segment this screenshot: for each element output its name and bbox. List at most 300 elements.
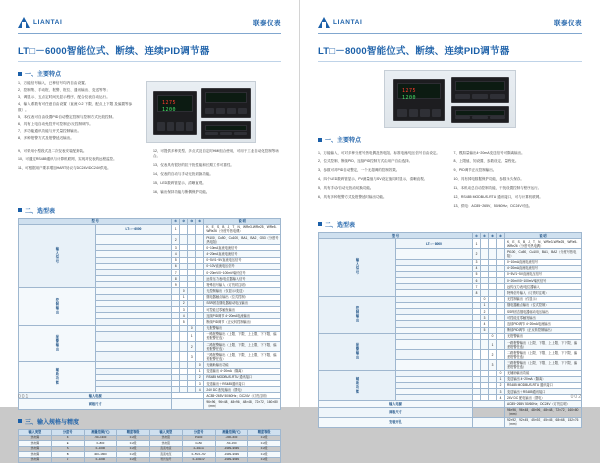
col-header-c3: ③ bbox=[489, 232, 497, 238]
desc-cell: 4~20mA直流电流信号 bbox=[505, 265, 582, 271]
cell: 0~800 bbox=[84, 441, 117, 446]
code-cell: 6 bbox=[473, 278, 481, 284]
device-key bbox=[234, 132, 247, 135]
desc-cell: 一路报警输出（上限、下限、上上限、下下限、偏差报警任选） bbox=[204, 331, 281, 341]
code-cell: 3 bbox=[196, 380, 204, 386]
desc-cell: 三路报警输出（上限、下限、上上限、下下限、偏差报警任选） bbox=[505, 360, 582, 370]
group-label-aux: 辅助功能 bbox=[319, 370, 396, 401]
bullet-square-icon bbox=[318, 138, 322, 142]
desc-cell: 三路报警输出（上限、下限、上上限、下下限、偏差报警任选） bbox=[204, 352, 281, 362]
cell: 4~20mA bbox=[182, 446, 215, 451]
selection-table-left bbox=[18, 218, 281, 410]
device-screen bbox=[397, 83, 441, 99]
desc-cell: 远传压力表/电位器输入 bbox=[505, 284, 582, 290]
device-unit-medium bbox=[201, 88, 251, 118]
group-label-aux: 辅助功能 bbox=[19, 362, 96, 393]
model-code-cell bbox=[95, 234, 172, 244]
code-cell: 4 bbox=[172, 251, 180, 257]
group-label-control: 控制输出 bbox=[19, 288, 96, 325]
cell: -1999~9999 bbox=[215, 457, 248, 462]
col-header: 测量范围(℃) bbox=[215, 429, 248, 435]
desc-cell: 继电器触点输出（位式控制） bbox=[204, 294, 281, 300]
desc-cell: K、E、S、B、J、T、N、WRe3-WRe25、WRe5-WRe26（分度号热电偶） bbox=[204, 224, 281, 234]
code-cell: 3 bbox=[172, 245, 180, 251]
feature-item: 4、四个LED数码管显示，PV测量值与SV设定值同时显示，清晰直观。 bbox=[318, 177, 428, 182]
code-cell bbox=[497, 249, 505, 259]
feature-item: 10、可通过RS485通讯与计算机联网，实现对仪表的远程监控。 bbox=[18, 157, 117, 162]
cell: 热电偶 bbox=[19, 446, 52, 451]
code-cell bbox=[196, 341, 204, 351]
code-cell: 1 bbox=[473, 239, 481, 249]
code-cell bbox=[473, 417, 505, 427]
model-code-cell: LT□－8000 bbox=[396, 239, 473, 249]
cell: 热电偶 bbox=[19, 452, 52, 457]
desc-cell: 远传压力表/电位器输入信号 bbox=[204, 276, 281, 282]
selection-table-right bbox=[318, 232, 582, 428]
code-cell: 4 bbox=[497, 395, 505, 401]
feature-item: 16、输出保持功能与断偶保护功能。 bbox=[153, 189, 210, 194]
code-cell bbox=[489, 249, 497, 259]
code-cell bbox=[497, 239, 505, 249]
code-cell bbox=[481, 239, 489, 249]
bullet-square-icon bbox=[18, 208, 22, 212]
brand-name: LIANTAI bbox=[33, 18, 63, 26]
device-keypad bbox=[205, 106, 247, 114]
feature-item: 3、参数可对PID自动整定，一个无超调的控制效果。 bbox=[318, 168, 400, 173]
code-cell: 4 bbox=[481, 321, 489, 327]
cell: 0.2级 bbox=[117, 452, 150, 457]
row-label: 面板尺寸 bbox=[19, 399, 172, 409]
page-number-right: 002 bbox=[570, 394, 582, 400]
device-key bbox=[397, 109, 407, 117]
group-label-alarm: 报警输出 bbox=[319, 333, 396, 370]
code-cell: 1 bbox=[481, 302, 489, 308]
section-heading-features bbox=[318, 135, 582, 144]
product-photo bbox=[384, 70, 516, 128]
feature-item: 5、本仪表可自由设置PID自动整定控制与控制方式比较控制。 bbox=[18, 114, 116, 119]
code-cell: 0 bbox=[497, 370, 505, 376]
device-unit-large bbox=[393, 79, 445, 121]
code-cell: 2 bbox=[172, 234, 180, 244]
device-key bbox=[205, 108, 214, 114]
code-cell bbox=[196, 331, 204, 341]
feature-item: 2、控制集、手动报、报警、报位、通讯输出、变送等等； bbox=[18, 88, 110, 93]
code-cell: 1 bbox=[497, 376, 505, 382]
feature-item: 9、可采用小型段式及二次仪表安装配套装。 bbox=[18, 148, 87, 153]
device-keypad bbox=[455, 92, 505, 99]
desc-cell: 无报警输出 bbox=[505, 333, 582, 339]
code-cell bbox=[180, 234, 188, 244]
section-label: 二、选型表 bbox=[325, 222, 356, 229]
code-cell bbox=[481, 249, 489, 259]
code-cell: 1 bbox=[196, 368, 204, 374]
cell: -1999~9999 bbox=[215, 446, 248, 451]
code-cell: 1 bbox=[489, 339, 497, 349]
cell: Pt100 bbox=[182, 435, 215, 440]
device-key bbox=[432, 109, 442, 117]
col-header-c1: ① bbox=[473, 232, 481, 238]
header-right-text: 联泰仪表 bbox=[253, 19, 281, 27]
features-column-left bbox=[318, 147, 447, 213]
table-row bbox=[19, 224, 281, 234]
device-key bbox=[490, 94, 505, 99]
code-cell: 3 bbox=[473, 259, 481, 265]
device-keypad bbox=[157, 118, 193, 131]
desc-cell: 可控硅过零触发输出 bbox=[505, 315, 582, 321]
group-label-input: 输入信号 bbox=[319, 239, 396, 297]
code-cell bbox=[196, 224, 204, 234]
code-cell: 3 bbox=[497, 389, 505, 395]
section-label: 三、输入规格与精度 bbox=[25, 419, 80, 426]
table-row-size bbox=[319, 407, 582, 417]
logo-mark-icon bbox=[318, 17, 330, 28]
desc-cell: 继电器触点输出（位式控制） bbox=[505, 302, 582, 308]
cell: -50~150 bbox=[215, 441, 248, 446]
cell: E bbox=[51, 441, 84, 446]
model-code-cell bbox=[396, 339, 473, 349]
col-header-desc: 说 明 bbox=[505, 232, 582, 238]
feature-item: 14、仪表的自动与手动无扰切换功能。 bbox=[153, 171, 213, 176]
desc-cell: RS485 MODBUS-RTU 通讯接口 bbox=[204, 374, 281, 380]
table-row bbox=[19, 457, 281, 462]
feature-item: 13、仪表具有很好的抗干扰性能和长期工作可靠性。 bbox=[153, 162, 234, 167]
device-key bbox=[472, 94, 487, 99]
features-column-left bbox=[18, 81, 140, 143]
feature-item: 9、PID调节正反控制输出。 bbox=[453, 168, 497, 173]
group-label-alarm: 报警输出 bbox=[19, 325, 96, 362]
cell: K bbox=[51, 435, 84, 440]
model-code-cell bbox=[396, 360, 473, 370]
cell: B bbox=[51, 452, 84, 457]
desc-cell: K、E、S、B、J、T、N、WRe3-WRe25、WRe5-WRe26（分度号热电偶） bbox=[505, 239, 582, 249]
desc-cell: 0~10mA直流电流信号 bbox=[505, 259, 582, 265]
desc-cell: 变送输出 4~20mA（隔离） bbox=[505, 376, 582, 382]
col-header: 输入类型 bbox=[150, 429, 183, 435]
feature-item: 6、具有上电自动免控并可控制正/反控制调节。 bbox=[18, 121, 93, 126]
code-cell bbox=[497, 360, 505, 370]
desc-cell: 96×96、96×48、48×96、48×48、72×72、160×80（mm） bbox=[505, 407, 582, 417]
page-header-left bbox=[18, 14, 281, 30]
device-keypad bbox=[205, 130, 247, 135]
bullet-square-icon bbox=[18, 72, 22, 76]
desc-cell: AC85~265V 50/60Hz；DC24V（订货注明） bbox=[505, 401, 582, 407]
page-header-right bbox=[318, 14, 582, 30]
device-key bbox=[227, 108, 236, 114]
features-continued bbox=[18, 145, 281, 199]
code-cell: 3 bbox=[180, 307, 188, 313]
device-unit-large bbox=[153, 91, 197, 135]
product-photo-wrap bbox=[318, 70, 582, 128]
device-key bbox=[420, 109, 430, 117]
col-header: 输入类型 bbox=[19, 429, 52, 435]
feature-item: 8、上限值、知设置、参数设定、量程化。 bbox=[453, 159, 519, 164]
code-cell bbox=[497, 350, 505, 360]
code-cell: 0 bbox=[489, 333, 497, 339]
code-cell bbox=[180, 331, 188, 341]
desc-cell: 4~20mA直流电流信号 bbox=[204, 251, 281, 257]
desc-cell: 0~10mA直流电流信号 bbox=[204, 245, 281, 251]
feature-item: 15、LED数码管显示，清晰直观。 bbox=[153, 180, 206, 185]
desc-cell: 断续PID调节（正反转控制输出） bbox=[204, 319, 281, 325]
desc-cell: 连续PID调节 4~20mA电流输出 bbox=[505, 321, 582, 327]
cell: 0.2级 bbox=[117, 441, 150, 446]
feature-item: 8、多种报警方式及报警延迟输出。 bbox=[18, 136, 74, 140]
feature-item: 7、多功能通讯功能与开关量控制输出。 bbox=[18, 128, 82, 133]
feature-item: 5、具有手动/自动无扰动切换功能。 bbox=[318, 186, 374, 191]
feature-item: 2、位式控制、断续PID、连续PID控制方式由用户自由选择。 bbox=[318, 159, 413, 164]
desc-cell: SSR固态继电器驱动电压输出 bbox=[204, 300, 281, 306]
code-cell bbox=[497, 339, 505, 349]
desc-cell: 二路报警输出（上限、下限、上上限、下下限、偏差报警任选） bbox=[204, 341, 281, 351]
cell: 0.2级 bbox=[248, 446, 281, 451]
desc-cell: SSR固态继电器驱动电压输出 bbox=[505, 309, 582, 315]
title-rule bbox=[318, 61, 582, 62]
feature-item: 6、具有多种报警方式及报警延时输出功能。 bbox=[318, 195, 387, 200]
desc-cell: 无报警输出 bbox=[204, 325, 281, 331]
code-cell bbox=[481, 360, 489, 370]
input-spec-table bbox=[18, 429, 281, 463]
col-header: 分度号 bbox=[51, 429, 84, 435]
section-label: 二、选型表 bbox=[25, 208, 56, 215]
device-key bbox=[176, 122, 184, 131]
code-cell bbox=[473, 407, 505, 417]
device-key bbox=[490, 116, 505, 119]
code-cell: 5 bbox=[481, 327, 489, 333]
row-label: 输入电源 bbox=[19, 393, 172, 399]
device-screen bbox=[205, 92, 247, 103]
page-right bbox=[300, 0, 600, 427]
cell: -200~600 bbox=[215, 435, 248, 440]
device-keypad bbox=[455, 115, 505, 120]
desc-cell: 连续PID调节 4~20mA电流输出 bbox=[204, 313, 281, 319]
code-cell: 3 bbox=[188, 352, 196, 362]
feature-item: 12、RS485 MODBUS-RTU 通讯接口，可与计算机联网。 bbox=[453, 195, 543, 200]
desc-cell: 变送输出＋RS485通讯接口 bbox=[204, 380, 281, 386]
cell: Cu50 bbox=[182, 441, 215, 446]
code-cell bbox=[188, 224, 196, 234]
cell: 0~5V/1~5V bbox=[182, 452, 215, 457]
header-rule bbox=[18, 33, 281, 34]
section-heading-selection bbox=[18, 206, 281, 215]
desc-cell: 特殊信号输入（订货时注明） bbox=[505, 290, 582, 296]
cell: 0.2级 bbox=[248, 441, 281, 446]
col-header-c3: ③ bbox=[188, 218, 196, 224]
model-code-cell bbox=[95, 341, 172, 351]
device-keypad bbox=[397, 105, 441, 117]
desc-cell: 24V DC 配电输出（馈电） bbox=[204, 387, 281, 393]
feature-item: 13、供电：AC85~265V，50/60Hz；DC24V可选。 bbox=[453, 204, 533, 209]
device-key bbox=[455, 116, 470, 119]
code-cell bbox=[172, 352, 180, 362]
features-column-b bbox=[153, 145, 281, 199]
device-key bbox=[409, 109, 419, 117]
code-cell: 9 bbox=[172, 282, 180, 288]
desc-cell: 0~20mV/0~100mV毫伏信号 bbox=[505, 278, 582, 284]
header-rule bbox=[318, 33, 582, 34]
table-row-size bbox=[19, 399, 281, 409]
desc-cell: RS485 MODBUS-RTU 通讯接口 bbox=[505, 382, 582, 388]
col-header-c4: ④ bbox=[497, 232, 505, 238]
model-code-cell bbox=[396, 249, 473, 259]
code-cell: 4 bbox=[473, 265, 481, 271]
desc-cell: 特殊信号输入（订货时注明） bbox=[204, 282, 281, 288]
code-cell: 2 bbox=[497, 382, 505, 388]
section-heading-features bbox=[18, 69, 281, 78]
code-cell: 7 bbox=[473, 284, 481, 290]
code-cell: 5 bbox=[180, 319, 188, 325]
cell: 0~100mV bbox=[182, 457, 215, 462]
code-cell: 1 bbox=[188, 331, 196, 341]
code-cell: 2 bbox=[489, 350, 497, 360]
code-cell: 0 bbox=[481, 296, 489, 302]
code-cell bbox=[196, 234, 204, 244]
features-column-a bbox=[18, 145, 146, 199]
desc-cell: 可控硅过零触发输出 bbox=[204, 307, 281, 313]
feature-item: 4、输入系数有可任意自由设置（直流 0.2 下限、配点上下限 及偏置等参数）。 bbox=[18, 102, 133, 112]
code-cell: 2 bbox=[196, 374, 204, 380]
cell: 0.2级 bbox=[117, 435, 150, 440]
device-key bbox=[205, 132, 218, 135]
brand-logo bbox=[18, 17, 62, 28]
section-label: 一、主要特点 bbox=[325, 138, 362, 144]
code-cell: 2 bbox=[481, 309, 489, 315]
device-unit-small bbox=[451, 106, 509, 123]
section-label: 一、主要特点 bbox=[25, 72, 62, 78]
code-cell bbox=[473, 360, 481, 370]
features-with-image bbox=[18, 81, 281, 143]
col-header: 精度等级 bbox=[248, 429, 281, 435]
code-cell bbox=[473, 350, 481, 360]
cell: 0~1000 bbox=[84, 457, 117, 462]
cell: 0.2级 bbox=[248, 435, 281, 440]
section-heading-input-spec bbox=[18, 417, 281, 426]
col-header-c4: ④ bbox=[196, 218, 204, 224]
code-cell bbox=[180, 341, 188, 351]
row-label: 面板尺寸 bbox=[319, 407, 473, 417]
model-code-cell: LT□－6000 bbox=[95, 224, 172, 234]
code-cell: 2 bbox=[180, 300, 188, 306]
cell: 热电偶 bbox=[19, 457, 52, 462]
page-title: LT□－8000智能位式、断续、连续PID调节器 bbox=[318, 46, 510, 57]
desc-cell: 断续PID调节（正反转控制输出） bbox=[505, 327, 582, 333]
col-header-model: 型 号 bbox=[319, 232, 473, 238]
device-unit-small bbox=[201, 121, 251, 139]
desc-cell: 24V DC 配电输出（馈电） bbox=[505, 395, 582, 401]
device-key bbox=[216, 108, 225, 114]
desc-cell: 0~5V/1~5V直流电压信号 bbox=[505, 271, 582, 277]
code-cell: 3 bbox=[489, 360, 497, 370]
device-sv-value: 1200 bbox=[162, 107, 177, 113]
section-heading-selection bbox=[318, 220, 582, 229]
feature-item: 1、万能信号输入，已种信号均内自由设置。 bbox=[18, 81, 89, 85]
col-header-desc: 说 明 bbox=[204, 218, 281, 224]
feature-item: 3、调显示、五点定时间光显示程序，配合仪表自动运行。 bbox=[18, 95, 110, 100]
feature-item: 10、具有掉电数据保护功能，参数永久保存。 bbox=[453, 177, 524, 182]
desc-cell: 无控制输出（仅显示/变送） bbox=[204, 288, 281, 294]
desc-cell: AC85~265V 50/60Hz；DC24V（订货注明） bbox=[204, 393, 281, 399]
code-cell bbox=[172, 341, 180, 351]
cell: J bbox=[51, 457, 84, 462]
code-cell: 5 bbox=[172, 257, 180, 263]
model-code-cell bbox=[396, 350, 473, 360]
cell: 热电偶 bbox=[19, 435, 52, 440]
cell: 0.2级 bbox=[117, 446, 150, 451]
product-photo bbox=[146, 81, 256, 143]
device-screen bbox=[455, 81, 505, 91]
cell: -1999~9999 bbox=[215, 452, 248, 457]
desc-cell: 92×92、92×45、45×92、45×45、68×68、152×76（mm） bbox=[505, 417, 582, 427]
code-cell bbox=[481, 339, 489, 349]
feature-item: 12、可提供多种类型、多点式及自定时HMI组合使用，可用于工业自动化控制等场合。 bbox=[153, 148, 279, 158]
col-header: 精度等级 bbox=[117, 429, 150, 435]
desc-cell: 变送输出 4~20mA（隔离） bbox=[204, 368, 281, 374]
table-row bbox=[319, 239, 582, 249]
code-cell bbox=[172, 331, 180, 341]
code-cell bbox=[180, 352, 188, 362]
code-cell bbox=[489, 239, 497, 249]
header-right-text: 联泰仪表 bbox=[554, 19, 582, 27]
device-unit-medium bbox=[451, 77, 509, 103]
cell: 0.2级 bbox=[248, 452, 281, 457]
device-pv-value: 1275 bbox=[402, 88, 417, 94]
col-header-c1: ① bbox=[172, 218, 180, 224]
desc-cell: 无辅助输出功能 bbox=[204, 362, 281, 368]
cell: 直流电流 bbox=[150, 446, 183, 451]
code-cell bbox=[180, 224, 188, 234]
code-cell: 2 bbox=[473, 249, 481, 259]
code-cell: 7 bbox=[172, 269, 180, 275]
desc-cell: Pt100、Cu50、Cu100、BA1、BA2（分度号热电阻） bbox=[505, 249, 582, 259]
cell: 毫伏信号 bbox=[150, 457, 183, 462]
title-rule bbox=[18, 61, 281, 62]
desc-cell: 0~20mV/0~100mV毫伏信号 bbox=[204, 269, 281, 275]
desc-cell: 96×96、96×48、48×96、48×48、72×72、160×80（mm） bbox=[204, 399, 281, 409]
code-cell: 0 bbox=[180, 288, 188, 294]
row-label: 输入电源 bbox=[319, 401, 473, 407]
code-cell: 3 bbox=[481, 315, 489, 321]
code-cell bbox=[172, 399, 204, 409]
cell: 热电阻 bbox=[150, 435, 183, 440]
device-key bbox=[186, 122, 194, 131]
device-key bbox=[157, 122, 165, 131]
code-cell: 1 bbox=[172, 224, 180, 234]
cell: 0.2级 bbox=[117, 457, 150, 462]
device-sv-value: 1200 bbox=[402, 95, 417, 101]
cell: 直流电压 bbox=[150, 452, 183, 457]
desc-cell: 无辅助输出功能 bbox=[505, 370, 582, 376]
group-label-input: 输入信号 bbox=[19, 224, 96, 288]
logo-mark-icon bbox=[18, 17, 30, 28]
bullet-square-icon bbox=[318, 222, 322, 226]
code-cell bbox=[481, 350, 489, 360]
device-key bbox=[220, 132, 233, 135]
code-cell: 8 bbox=[172, 276, 180, 282]
device-pv-value: 1275 bbox=[162, 100, 177, 106]
code-cell: 6 bbox=[172, 263, 180, 269]
feature-item: 11、本机动总自动控制功能，干扰设置控制与程序运行。 bbox=[453, 186, 542, 191]
code-cell: 4 bbox=[196, 387, 204, 393]
cell: 400~1800 bbox=[84, 452, 117, 457]
desc-cell: 无控制输出（仅显示） bbox=[505, 296, 582, 302]
code-cell: 4 bbox=[180, 313, 188, 319]
code-cell bbox=[188, 234, 196, 244]
cell: S bbox=[51, 446, 84, 451]
col-header-model: 型 号 bbox=[19, 218, 172, 224]
page-number-left: 001 bbox=[18, 394, 30, 400]
code-cell: 5 bbox=[473, 271, 481, 277]
code-cell bbox=[196, 352, 204, 362]
col-header-c2: ② bbox=[481, 232, 489, 238]
